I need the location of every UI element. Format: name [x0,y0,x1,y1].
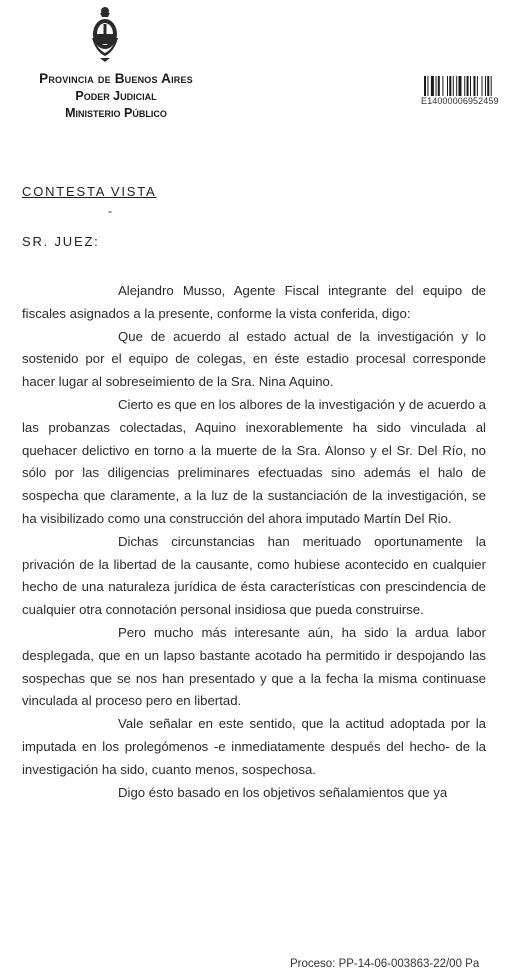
letterhead [16,70,216,122]
title-dash: - [108,204,112,218]
coat-of-arms-icon [88,4,122,64]
greeting: SR. JUEZ: [22,234,100,249]
paragraph: Pero mucho más interesante aún, ha sido la ardua labor desplegada, que en un lapso bastante acotado ha permitido ir despojando las sospechas que se nos han presentado y que a la fecha la misma continuase vinculada al proceso pero en libertad. [22,624,486,709]
paragraph: Vale señalar en este sentido, que la actitud adoptada por la imputada en los prolegómenos -e inmediatamente después del hecho- de la investigación ha sido, cuanto menos, sospechosa. [22,716,486,777]
document-body [22,280,486,804]
document-title: CONTESTA VISTA [22,184,157,199]
province-name: Provincia de Buenos Aires [39,71,193,86]
judicial-power: Poder Judicial [75,89,157,103]
barcode [424,76,516,96]
paragraph: Cierto es que en los albores de la investigación y de acuerdo a las probanzas colectadas, Aquino inexorablemente ha sido vinculada al quehacer delictivo en torno a la muerte de la Sra. Alonso y el Sr. Del Río, no sólo por las diligencias preliminares efectuadas sino además el halo de sospecha que claramente, a la luz de la sustanciación de la investigación, se ha visibilizado como una construcción del ahora imputado Martín Del Rio. [22,396,486,526]
paragraph: Digo ésto basado en los objetivos señalamientos que ya [118,784,448,800]
paragraph: Que de acuerdo al estado actual de la investigación y lo sostenido por el equipo de colegas, en éste estadio procesal corresponde hacer lugar al sobreseimiento de la Sra. Nina Aquino. [22,328,486,390]
process-footer: Proceso: PP-14-06-003863-22/00 Pa [290,958,480,970]
public-ministry: Ministerio Público [65,106,167,120]
paragraph: Dichas circunstancias han merituado oportunamente la privación de la libertad de la causante, como hubiese acontecido en cualquier hecho de una naturaleza jurídica de ésta características con prescindencia de cualquier otra connotación personal insidiosa que pueda construirse. [22,533,486,618]
paragraph: Alejandro Musso, Agente Fiscal integrante del equipo de fiscales asignados a la presente, conforme la vista conferida, digo: [22,283,486,321]
barcode-number: E14000006952459 [421,96,499,106]
